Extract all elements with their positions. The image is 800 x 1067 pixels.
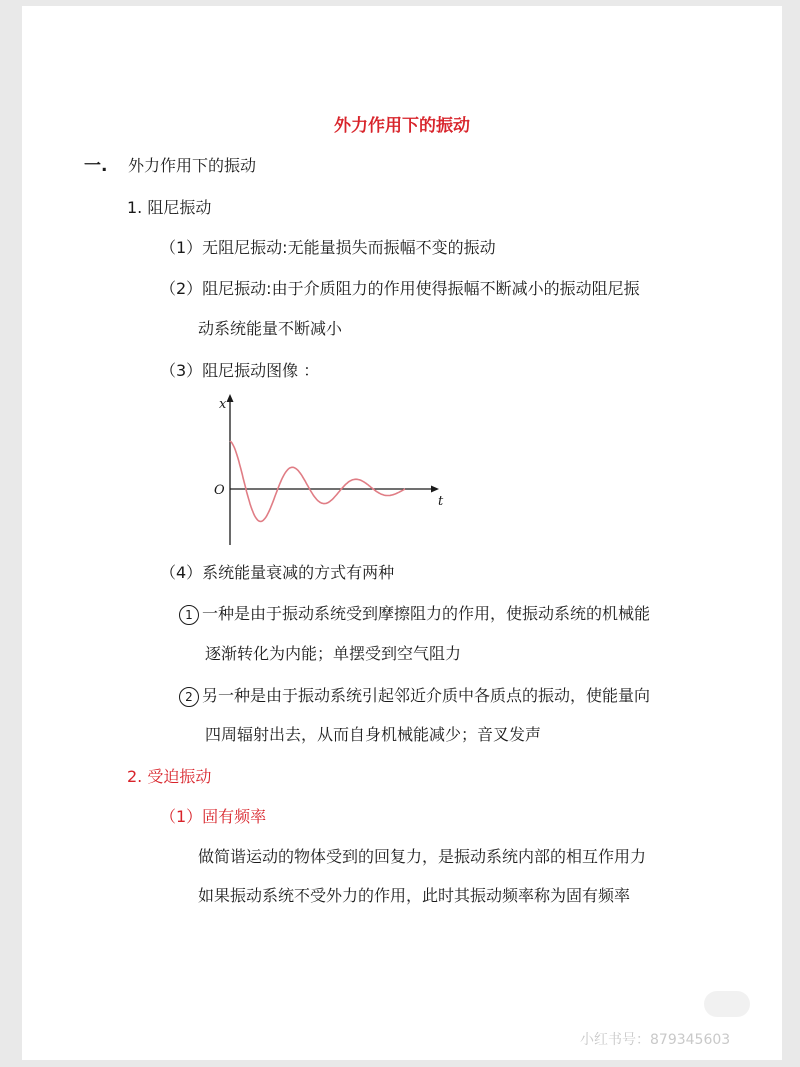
watermark: 小红书号：879345603 xyxy=(580,1032,731,1048)
decay-way-2-text: 另一种是由于振动系统引起邻近介质中各质点的振动，使能量向 xyxy=(202,686,651,705)
list-item-energy-decay: （4）系统能量衰减的方式有两种 xyxy=(160,563,395,582)
section-number: 一. xyxy=(84,156,108,176)
decay-way-1-line1 xyxy=(179,604,650,625)
x-axis-label: t xyxy=(438,494,444,509)
document-page xyxy=(22,6,782,1060)
list-item-damped-line1: （2）阻尼振动:由于介质阻力的作用使得振幅不断减小的振动阻尼振 xyxy=(160,279,640,298)
circled-number-1: 1 xyxy=(179,605,199,625)
subsection-heading-damped: 1. 阻尼振动 xyxy=(127,198,212,217)
circled-number-2: 2 xyxy=(179,687,199,707)
list-item-damped-line2: 动系统能量不断减小 xyxy=(198,319,343,338)
decay-way-2-line2: 四周辐射出去，从而自身机械能减少；音叉发声 xyxy=(205,725,542,744)
decay-way-1-line2: 逐渐转化为内能；单摆受到空气阻力 xyxy=(205,644,462,663)
list-item-natural-frequency: （1）固有频率 xyxy=(160,807,267,826)
y-axis-label: x xyxy=(219,397,227,412)
x-axis-arrow xyxy=(431,486,439,493)
decay-way-2-line1 xyxy=(179,686,650,707)
watermark-logo xyxy=(704,991,750,1017)
paragraph-line2: 如果振动系统不受外力的作用，此时其振动频率称为固有频率 xyxy=(198,886,631,905)
origin-label: O xyxy=(214,483,225,498)
list-item-graph-label: （3）阻尼振动图像 ： xyxy=(160,361,320,380)
section-heading: 外力作用下的振动 xyxy=(128,156,257,175)
damped-oscillation-graph xyxy=(192,388,452,548)
damped-curve xyxy=(230,441,405,521)
y-axis-arrow xyxy=(227,394,234,402)
subsection-heading-forced: 2. 受迫振动 xyxy=(127,767,212,786)
list-item-undamped: （1）无阻尼振动:无能量损失而振幅不变的振动 xyxy=(160,238,496,257)
paragraph-line1: 做简谐运动的物体受到的回复力，是振动系统内部的相互作用力 xyxy=(198,847,647,866)
page-title: 外力作用下的振动 xyxy=(334,116,470,136)
decay-way-1-text: 一种是由于振动系统受到摩擦阻力的作用，使振动系统的机械能 xyxy=(202,604,651,623)
